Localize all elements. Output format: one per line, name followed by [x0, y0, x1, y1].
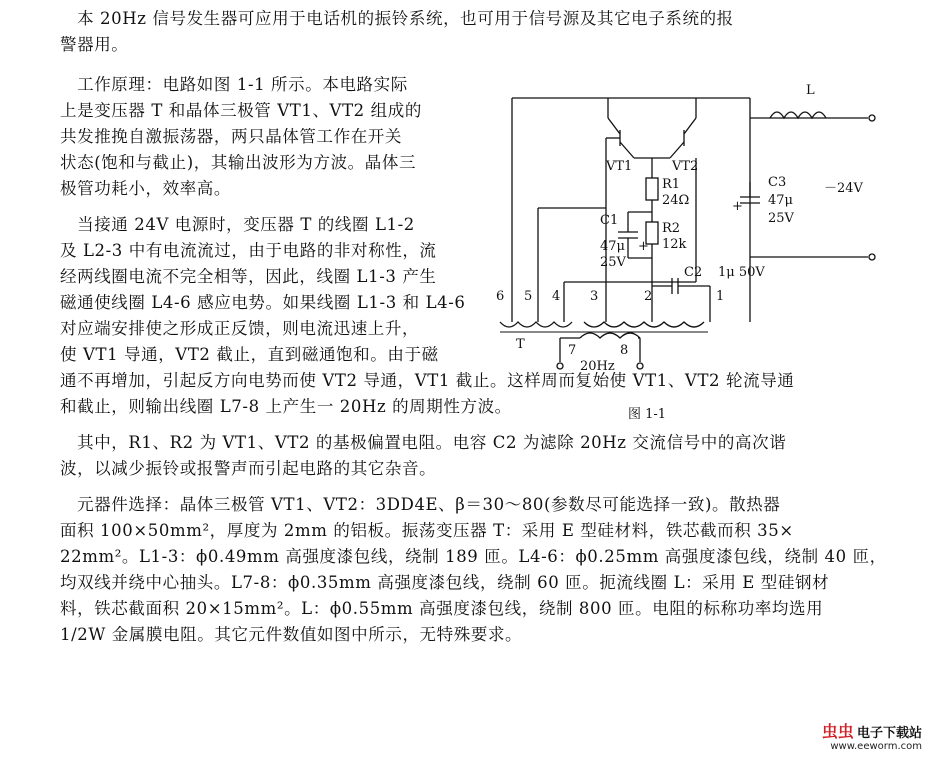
paragraph-operation-line6: 使 VT1 导通，VT2 截止，直到磁通饱和。由于磁: [60, 345, 439, 364]
label-c2-value: 1μ 50V: [718, 265, 765, 280]
label-c1-voltage: 25V: [600, 255, 626, 270]
label-r2-value: 12k: [662, 237, 687, 252]
vt1-collector: [608, 118, 620, 134]
paragraph-parts-line6: 1/2W 金属膜电阻。其它元件数值如图中所示，无特殊要求。: [60, 625, 523, 644]
choke-coil: [770, 112, 826, 118]
label-c3-voltage: 25V: [768, 211, 794, 226]
terminal-bottom: [869, 254, 875, 260]
label-c1-plus: +: [638, 239, 649, 254]
paragraph-principle-line2: 上是变压器 T 和晶体三极管 VT1、VT2 组成的: [60, 101, 422, 120]
winding-4-6: [500, 322, 572, 327]
paragraph-operation-line8: 和截止，则输出线圈 L7-8 上产生一 20Hz 的周期性方波。: [60, 397, 512, 416]
paragraph-principle-line5: 极管功耗小，效率高。: [60, 179, 231, 198]
watermark-url: www.eeworm.com: [830, 741, 922, 752]
label-node-1: 1: [716, 289, 725, 304]
label-c3: C3: [768, 175, 787, 190]
label-node-4: 4: [552, 289, 561, 304]
label-vt2: VT2: [672, 159, 699, 174]
vt1-emitter: [620, 142, 634, 158]
label-node-8: 8: [620, 343, 629, 358]
site-watermark: [821, 722, 922, 753]
terminal-top: [869, 115, 875, 121]
paragraph-parts-line3: 22mm²。L1-3：ϕ0.49mm 高强度漆包线，绕制 189 匝。L4-6：ϕ0.25mm 高强度漆包线，绕制 40 匝，: [60, 547, 887, 566]
paragraph-intro-line2: 警器用。: [60, 35, 129, 54]
label-c1: C1: [600, 213, 619, 228]
label-c2: C2: [684, 265, 703, 280]
label-r1: R1: [662, 177, 681, 192]
label-r1-value: 24Ω: [662, 193, 690, 208]
label-c1-capacitance: 47μ: [600, 239, 625, 254]
resistor-r1: [646, 178, 658, 200]
label-node-2: 2: [644, 289, 653, 304]
label-c3-capacitance: 47μ: [768, 193, 793, 208]
vt2-emitter: [670, 142, 684, 158]
paragraph-components-line1: 其中，R1、R2 为 VT1、VT2 的基极偏置电阻。电容 C2 为滤除 20Hz 交流信号中的高次谐: [60, 433, 787, 452]
label-node-7: 7: [568, 343, 577, 358]
watermark-site-name: 电子下载站: [856, 726, 922, 741]
label-output-frequency: 20Hz: [580, 359, 615, 374]
paragraph-parts-line1: 元器件选择：晶体三极管 VT1、VT2：3DD4E、β＝30～80(参数尽可能选择一致)。散热器: [60, 495, 781, 514]
vt2-collector: [684, 118, 696, 134]
paragraph-operation-line4: 磁通使线圈 L4-6 感应电势。如果线圈 L1-3 和 L4-6: [60, 293, 466, 312]
paragraph-components-line2: 波，以减少振铃或报警声而引起电路的其它杂音。: [60, 459, 437, 478]
watermark-brand: 虫虫: [821, 722, 854, 741]
paragraph-principle-line4: 状态(饱和与截止)，其输出波形为方波。晶体三: [60, 153, 417, 172]
paragraph-operation-line7: 通不再增加，引起反方向电势而使 VT2 导通，VT1 截止。这样周而复始使 VT1、VT2 轮流导通: [60, 371, 795, 390]
label-supply: －24V: [824, 181, 863, 196]
paragraph-parts-line2: 面积 100×50mm²，厚度为 2mm 的铝板。振荡变压器 T：采用 E 型硅材料，铁芯截而积 35×: [60, 521, 794, 540]
paragraph-operation-line5: 对应端安排使之形成正反馈，则电流迅速上升，: [60, 319, 420, 338]
paragraph-intro-line1: 本 20Hz 信号发生器可应用于电话机的振铃系统，也可用于信号源及其它电子系统的报: [60, 9, 734, 28]
label-node-5: 5: [524, 289, 533, 304]
figure-caption: 图 1-1: [628, 407, 667, 422]
label-c3-plus: +: [732, 199, 743, 214]
output-terminal-8: [637, 363, 643, 369]
label-node-6: 6: [496, 289, 505, 304]
label-r2: R2: [662, 221, 681, 236]
paragraph-parts-line5: 料，铁芯截面积 20×15mm²。L：ϕ0.55mm 高强度漆包线，绕制 800 匝。电阻的标称功率均选用: [60, 599, 824, 618]
label-transformer: T: [516, 337, 525, 352]
winding-7-8: [580, 333, 640, 338]
circuit-schematic: [488, 82, 908, 432]
paragraph-operation-line3: 经两线圈电流不完全相等，因此，线圈 L1-3 产生: [60, 267, 437, 286]
paragraph-principle-line1: 工作原理：电路如图 1-1 所示。本电路实际: [60, 75, 408, 94]
label-vt1: VT1: [606, 159, 633, 174]
paragraph-operation-line2: 及 L2-3 中有电流流过，由于电路的非对称性，流: [60, 241, 437, 260]
label-L: L: [806, 83, 815, 98]
label-node-3: 3: [590, 289, 599, 304]
winding-1-3: [584, 322, 704, 327]
paragraph-parts-line4: 均双线并绕中心抽头。L7-8：ϕ0.35mm 高强度漆包线，绕制 60 匝。扼流线圈 L：采用 E 型硅钢材: [60, 573, 830, 592]
paragraph-operation-line1: 当接通 24V 电源时，变压器 T 的线圈 L1-2: [60, 215, 415, 234]
output-terminal-7: [557, 363, 563, 369]
paragraph-principle-line3: 共发推挽自激振荡器，两只晶体管工作在开关: [60, 127, 402, 146]
